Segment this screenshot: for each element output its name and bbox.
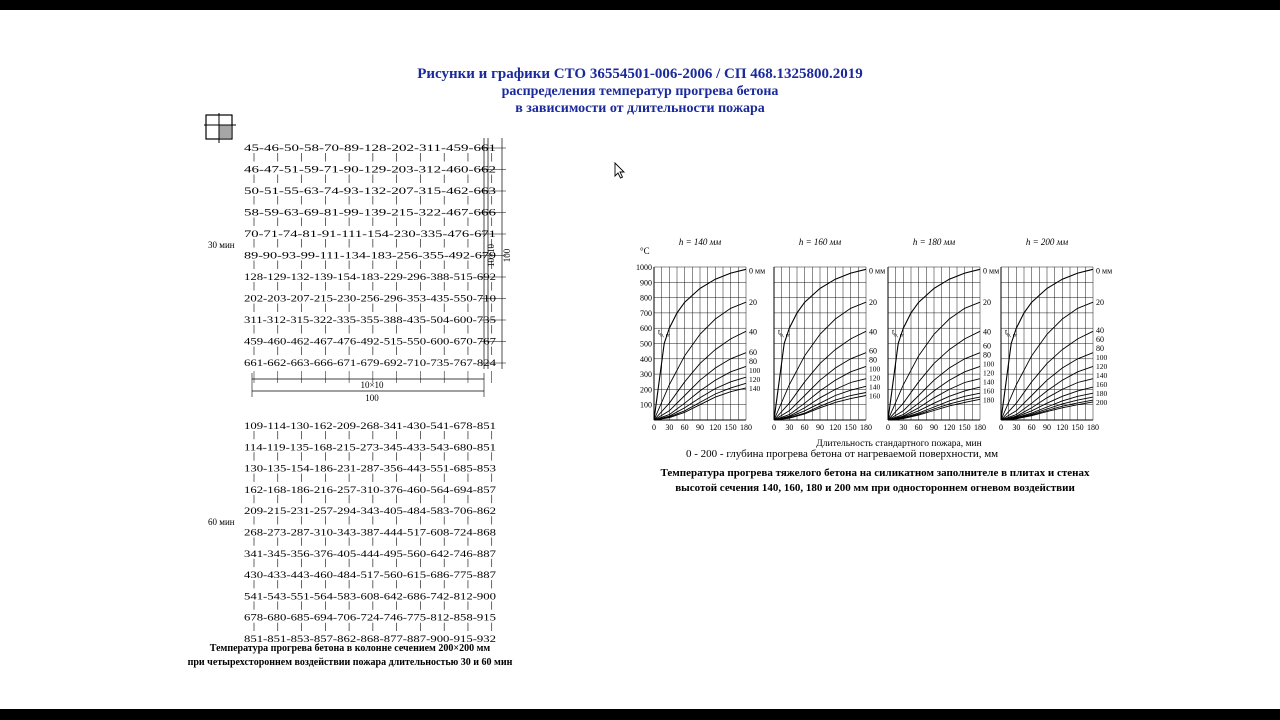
section60-row: 430-433-443-460-484-517-560-615-686-775-887 <box>244 570 497 581</box>
y-tick-label: 800 <box>640 293 652 303</box>
section30-row: 202-203-207-215-230-256-296-353-435-550-710 <box>244 293 497 304</box>
x-tick-label: 0 <box>772 423 776 432</box>
column-section-icon <box>204 113 236 143</box>
series-label: 20 <box>869 298 877 308</box>
y-tick-label: 500 <box>640 339 652 349</box>
x-tick-label: 150 <box>1071 423 1084 432</box>
series-label: 100 <box>1096 352 1108 362</box>
x-tick-label: 60 <box>800 423 809 432</box>
series-label: 80 <box>869 355 877 365</box>
chart-caption <box>600 466 1150 496</box>
chart-caption-line2: высотой сечения 140, 160, 180 и 200 мм при одностороннем огневом воздействии <box>675 482 1075 494</box>
y-tick-label: 300 <box>640 370 652 380</box>
series-label: 160 <box>983 386 995 396</box>
x-tick-label: 150 <box>844 423 857 432</box>
series-label: 20 <box>749 298 757 308</box>
temperature-grid-60min <box>240 408 520 644</box>
chart-caption-line1: Температура прогрева тяжелого бетона на силикатном заполнителе в плитах и стенах <box>660 467 1090 479</box>
x-tick-label: 30 <box>665 423 674 432</box>
panel-title: h = 160 мм <box>798 237 842 247</box>
depth-note: 0 - 200 - глубина прогрева бетона от нагреваемой поверхности, мм <box>686 448 999 460</box>
section30-row: 45-46-50-58-70-89-128-202-311-459-661 <box>244 143 497 153</box>
x-tick-label: 90 <box>930 423 938 432</box>
series-label: 120 <box>869 373 881 383</box>
panel-title: h = 140 мм <box>678 237 722 247</box>
x-tick-label: 180 <box>974 423 986 432</box>
section30-row: 311-312-315-322-335-355-388-435-504-600-735 <box>244 315 497 325</box>
x-tick-label: 180 <box>860 423 872 432</box>
series-label: 60 <box>1096 334 1104 344</box>
series-label: 60 <box>983 341 991 351</box>
series-label: 100 <box>749 365 761 375</box>
grid-30min-label: 30 мин <box>208 240 235 250</box>
series-label: 140 <box>1096 370 1108 380</box>
x-tick-label: 180 <box>740 423 752 432</box>
series-label: 40 <box>983 327 991 337</box>
series-label: 80 <box>983 350 991 360</box>
x-tick-label: 90 <box>696 423 704 432</box>
section60-row: 209-215-231-257-294-343-405-484-583-706-862 <box>244 506 497 517</box>
series-label: 140 <box>983 377 995 387</box>
panel-title: h = 200 мм <box>1025 237 1069 247</box>
section60-row: 114-119-135-168-215-273-345-433-543-680-851 <box>244 442 497 453</box>
section60-row: 341-345-356-376-405-444-495-560-642-746-887 <box>244 548 497 559</box>
section60-row: 109-114-130-162-209-268-341-430-541-678-851 <box>244 421 497 431</box>
series-label: 0 мм <box>1096 266 1113 276</box>
series-label: 80 <box>749 356 757 366</box>
series-label: 120 <box>983 368 995 378</box>
y-tick-label: 200 <box>640 385 652 395</box>
x-tick-label: 90 <box>1043 423 1051 432</box>
header-title: Рисунки и графики СТО 36554501-006-2006 / СП 468.1325800.2019 <box>417 66 863 82</box>
section30-row: 661-662-663-666-671-679-692-710-735-767-824 <box>244 358 497 368</box>
document-page <box>0 10 1280 709</box>
series-label: 140 <box>869 382 881 392</box>
section30-row: 50-51-55-63-74-93-132-207-315-462-663 <box>244 186 497 196</box>
tcr-label: $t_{b, cr}$ <box>778 327 791 339</box>
series-label: 0 мм <box>749 266 766 276</box>
grid-60min-label: 60 мин <box>208 517 235 527</box>
section60-row: 268-273-287-310-343-387-444-517-608-724-868 <box>244 527 497 538</box>
dim-grid-label: 10×10 <box>486 243 496 268</box>
x-tick-label: 120 <box>829 423 842 432</box>
tcr-label: $t_{b, cr}$ <box>892 327 905 339</box>
series-label: 160 <box>869 391 881 401</box>
x-axis-label: Длительность стандартного пожара, мин <box>816 439 982 449</box>
series-label: 100 <box>869 364 881 374</box>
series-label: 180 <box>1096 388 1108 398</box>
header-subtitle: распределения температур прогрева бетона <box>501 84 779 99</box>
heating-charts <box>622 224 1122 449</box>
series-label: 200 <box>1096 397 1108 407</box>
series-label: 80 <box>1096 343 1104 353</box>
x-tick-label: 180 <box>1087 423 1099 432</box>
section30-row: 46-47-51-59-71-90-129-203-312-460-662 <box>244 164 497 175</box>
section30-row: 459-460-462-467-476-492-515-550-600-670-767 <box>244 336 497 347</box>
series-label: 40 <box>869 327 877 337</box>
x-tick-label: 120 <box>1056 423 1069 432</box>
y-tick-label: 700 <box>640 308 652 318</box>
y-tick-label: 600 <box>640 324 652 334</box>
x-tick-label: 0 <box>652 423 656 432</box>
x-tick-label: 120 <box>709 423 722 432</box>
y-tick-label: 100 <box>640 400 652 410</box>
x-tick-label: 60 <box>1027 423 1036 432</box>
mouse-cursor-icon <box>614 162 626 180</box>
tcr-label: $t_{b, cr}$ <box>658 327 671 339</box>
x-tick-label: 30 <box>1012 423 1021 432</box>
series-label: 20 <box>1096 298 1104 308</box>
panel-title: h = 180 мм <box>912 237 956 247</box>
series-label: 100 <box>983 359 995 369</box>
series-label: 120 <box>1096 361 1108 371</box>
series-label: 60 <box>749 347 757 357</box>
chart-panel <box>772 237 885 432</box>
dim-grid-bottom: 10×10 <box>360 380 384 390</box>
series-label: 160 <box>1096 379 1108 389</box>
series-label: 40 <box>1096 325 1104 335</box>
section60-row: 851-851-853-857-862-868-877-887-900-915-932 <box>244 634 497 644</box>
x-tick-label: 60 <box>914 423 923 432</box>
section60-row: 678-680-685-694-706-724-746-775-812-858-915 <box>244 612 497 623</box>
y-axis-label: °C <box>640 246 650 256</box>
x-tick-label: 0 <box>886 423 890 432</box>
x-tick-label: 60 <box>680 423 689 432</box>
page-header <box>0 66 1280 117</box>
chart-panel <box>886 237 999 432</box>
series-label: 0 мм <box>983 266 1000 276</box>
tcr-label: $t_{b, cr}$ <box>1005 327 1018 339</box>
chart-panel <box>999 237 1112 432</box>
x-tick-label: 30 <box>899 423 908 432</box>
series-label: 180 <box>983 395 995 405</box>
section60-row: 162-168-186-216-257-310-376-460-564-694-857 <box>244 484 497 495</box>
section30-row: 128-129-132-139-154-183-229-296-388-515-692 <box>244 272 497 282</box>
header-subtitle-2: в зависимости от длительности пожара <box>515 101 765 116</box>
temperature-grid-30min <box>240 128 520 406</box>
section30-row: 70-71-74-81-91-111-154-230-335-476-671 <box>244 229 497 239</box>
x-tick-label: 30 <box>785 423 794 432</box>
column-caption <box>140 642 560 670</box>
x-tick-label: 0 <box>999 423 1003 432</box>
chart-panel <box>652 237 765 432</box>
y-tick-label: 400 <box>640 354 652 364</box>
x-tick-label: 90 <box>816 423 824 432</box>
x-tick-label: 150 <box>958 423 971 432</box>
series-label: 40 <box>749 327 757 337</box>
section30-row: 89-90-93-99-111-134-183-256-355-492-679 <box>244 250 497 261</box>
column-caption-line2: при четырехстороннем воздействии пожара длительностью 30 и 60 мин <box>187 657 513 668</box>
series-label: 60 <box>869 346 877 356</box>
series-label: 120 <box>749 374 761 384</box>
dim-total-label: 100 <box>502 248 512 263</box>
section30-row: 58-59-63-69-81-99-139-215-322-467-666 <box>244 207 497 218</box>
y-tick-label: 1000 <box>636 263 652 272</box>
section60-row: 130-135-154-186-231-287-356-443-551-685-853 <box>244 463 497 474</box>
series-label: 0 мм <box>869 266 886 276</box>
series-label: 140 <box>749 383 761 393</box>
series-label: 20 <box>983 298 991 308</box>
y-tick-label: 900 <box>640 278 652 288</box>
x-tick-label: 150 <box>724 423 737 432</box>
column-caption-line1: Температура прогрева бетона в колонне сечением 200×200 мм <box>209 643 491 654</box>
dim-total-bottom: 100 <box>365 393 379 403</box>
section60-row: 541-543-551-564-583-608-642-686-742-812-900 <box>244 591 497 602</box>
x-tick-label: 120 <box>943 423 956 432</box>
